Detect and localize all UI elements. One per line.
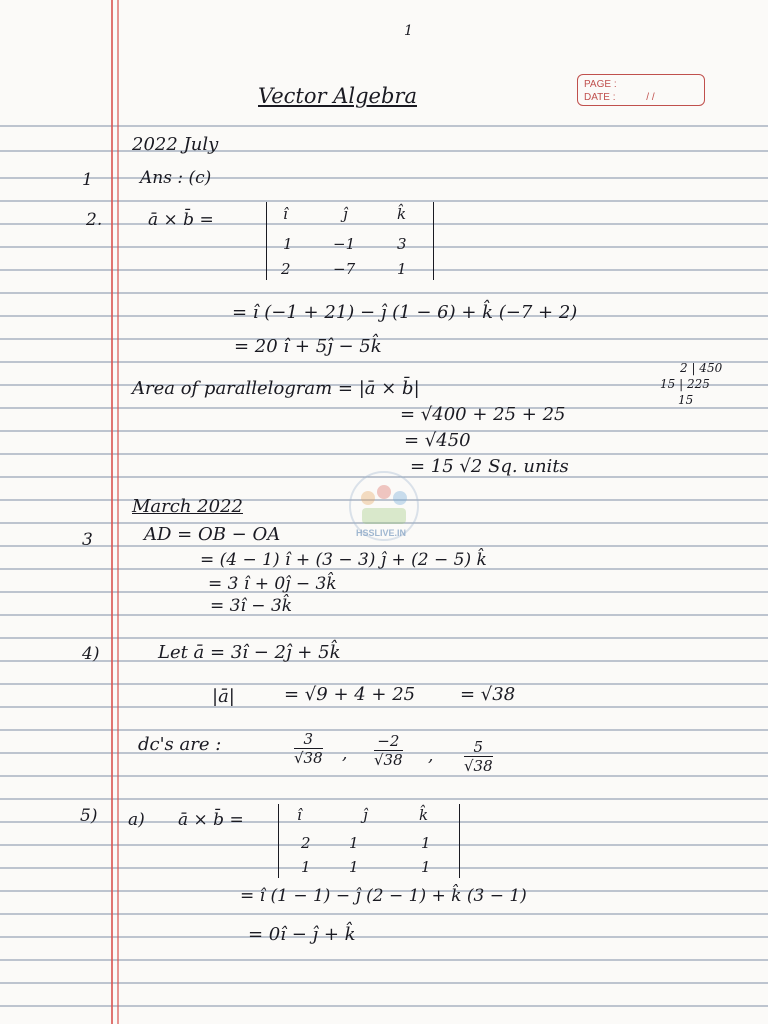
det-cell: 1 [397, 260, 407, 278]
comma: , [342, 744, 348, 764]
q2-area-result: = 15 √2 Sq. units [410, 456, 569, 477]
q4-number: 4) [82, 644, 100, 664]
fraction-denominator: √38 [294, 749, 323, 767]
fraction-denominator: √38 [464, 757, 493, 775]
det-cell: 1 [421, 858, 431, 876]
det-cell: 1 [421, 834, 431, 852]
q1-answer: Ans : (c) [140, 168, 212, 188]
det-cell: î [297, 806, 302, 824]
det-cell: î [283, 205, 288, 223]
fraction-denominator: √38 [374, 751, 403, 769]
q5-part-label: a) [128, 810, 145, 830]
fraction-numerator: 3 [294, 730, 323, 749]
stamp-page-label: PAGE : [584, 79, 617, 90]
q4-fraction [374, 732, 403, 769]
q5-step2: = 0î − ĵ + k̂ [248, 924, 356, 945]
q4-fraction [464, 738, 493, 775]
q4-line1: Let ā = 3î − 2ĵ + 5k̂ [158, 642, 341, 663]
det-cell: 1 [301, 858, 311, 876]
q5-step1: = î (1 − 1) − ĵ (2 − 1) + k̂ (3 − 1) [240, 886, 527, 906]
det-cell: ĵ [363, 806, 368, 824]
det-cell: 1 [349, 858, 359, 876]
q4-magnitude-mid: = √9 + 4 + 25 [284, 684, 416, 705]
det-cell: k̂ [419, 806, 429, 824]
q2-lhs: ā × b̄ = [148, 210, 214, 230]
page-title: Vector Algebra [258, 84, 417, 108]
q3-line1: AD = OB − OA [144, 524, 281, 545]
q2-number: 2. [86, 210, 103, 230]
q2-determinant [266, 202, 434, 280]
q2-area-label: Area of parallelogram = |ā × b̄| [132, 378, 420, 399]
watermark-text: HSSLIVE.IN [356, 528, 407, 538]
det-cell: 1 [349, 834, 359, 852]
q3-number: 3 [82, 530, 93, 550]
comma: , [428, 746, 434, 766]
q5-determinant [278, 804, 460, 878]
stamp-date-value: / / [646, 92, 655, 103]
fraction-numerator: −2 [374, 732, 403, 751]
q4-dc-label: dc's are : [138, 734, 222, 755]
q3-line3: = 3 î + 0ĵ − 3k̂ [208, 574, 337, 594]
q1-number: 1 [82, 170, 93, 190]
q4-magnitude-rhs: = √38 [460, 684, 516, 705]
fraction-numerator: 5 [464, 738, 493, 757]
det-cell: ĵ [343, 205, 348, 223]
det-cell: k̂ [397, 205, 407, 223]
q3-line4: = 3î − 3k̂ [210, 596, 293, 616]
q3-line2: = (4 − 1) î + (3 − 3) ĵ + (2 − 5) k̂ [200, 550, 487, 570]
q4-magnitude-lhs: |ā| [212, 686, 235, 707]
det-cell: 2 [281, 260, 291, 278]
side-calc-line: 15 | 225 [660, 377, 710, 391]
q5-lhs: ā × b̄ = [178, 810, 244, 830]
side-calc-line: 2 | 450 [680, 361, 723, 375]
q2-step1: = î (−1 + 21) − ĵ (1 − 6) + k̂ (−7 + 2) [232, 302, 578, 323]
det-cell: −1 [333, 235, 356, 253]
page-number: 1 [404, 23, 413, 39]
stamp-date-label: DATE : [584, 92, 616, 103]
page-date-stamp [577, 74, 705, 106]
q4-fraction [294, 730, 323, 767]
q5-number: 5) [80, 806, 98, 826]
det-cell: 1 [283, 235, 293, 253]
q2-area-step1: = √400 + 25 + 25 [400, 404, 566, 425]
det-cell: −7 [333, 260, 356, 278]
q2-area-step2: = √450 [404, 430, 471, 451]
det-cell: 2 [301, 834, 311, 852]
det-cell: 3 [397, 235, 407, 253]
q2-step2: = 20 î + 5ĵ − 5k̂ [234, 336, 382, 357]
side-calc-line: 15 [678, 393, 694, 407]
section-heading-march: March 2022 [132, 496, 243, 517]
section-heading-july: 2022 July [132, 134, 219, 155]
